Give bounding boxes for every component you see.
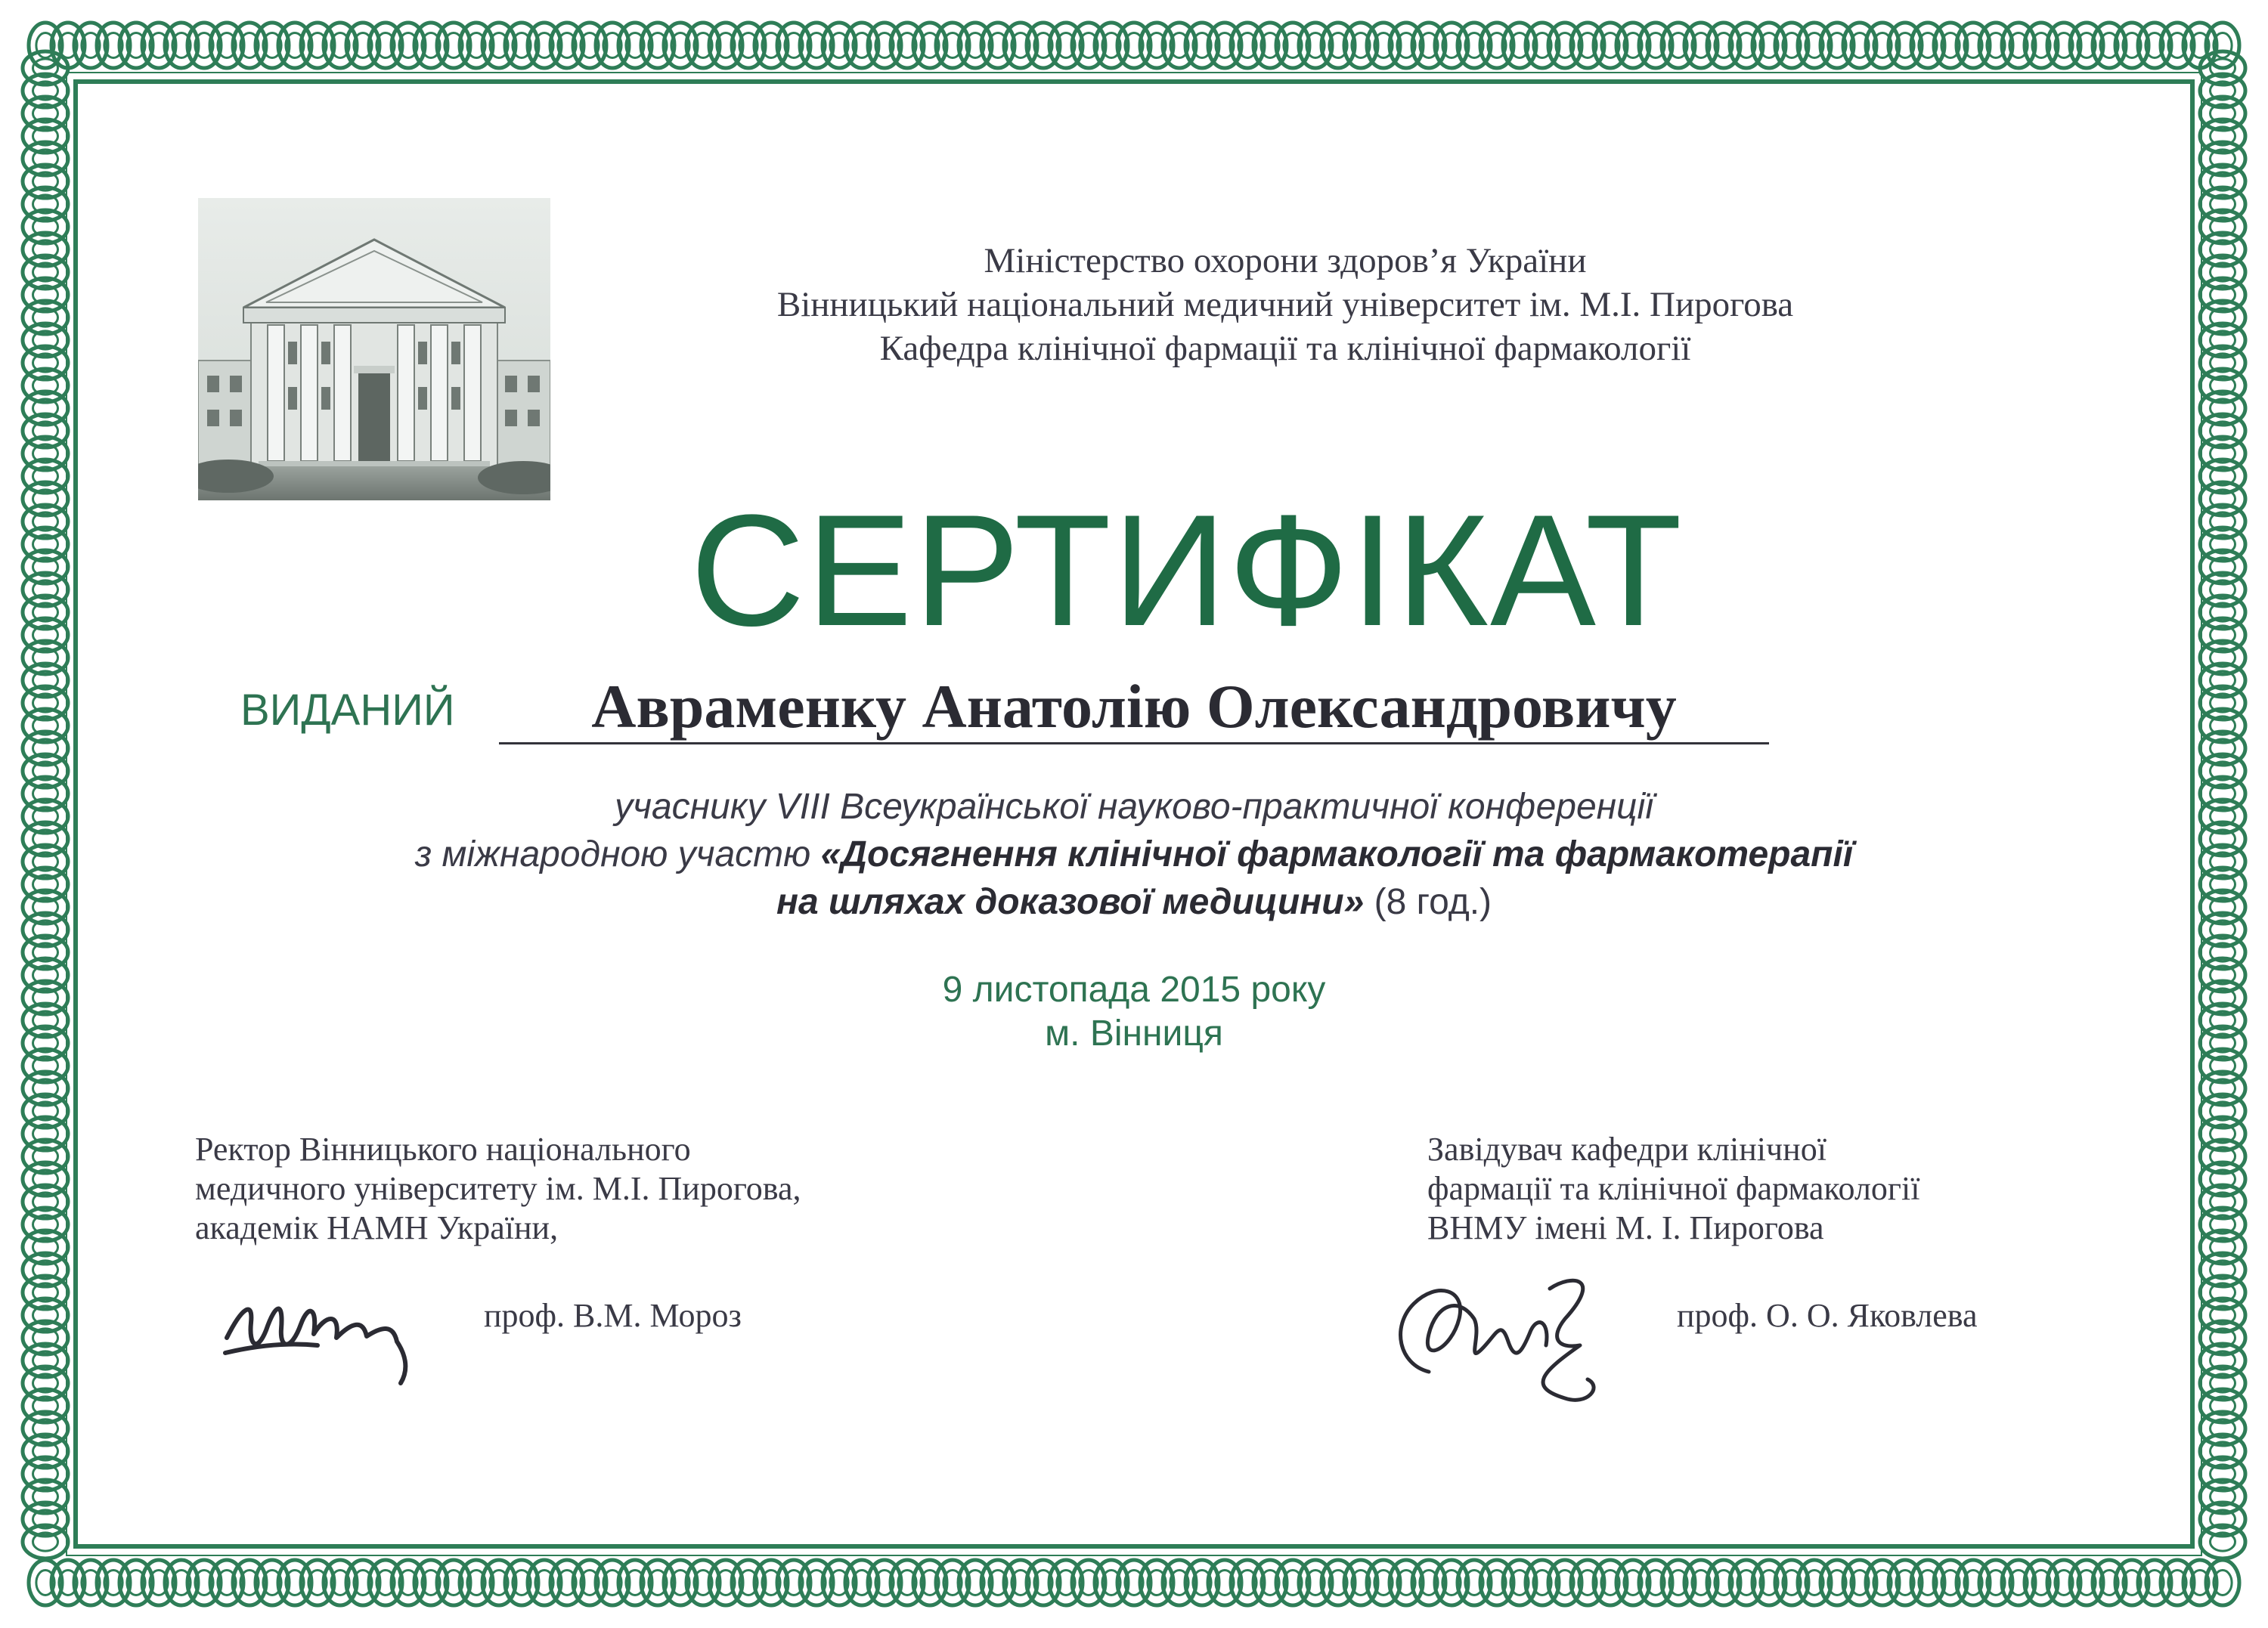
conference-title-part-2: на шляхах доказової медицини» — [776, 882, 1365, 922]
rector-signature — [212, 1270, 484, 1391]
event-date: 9 листопада 2015 року — [942, 970, 1326, 1010]
recipient-name: Авраменку Анатолію Олександровичу — [591, 672, 1677, 741]
rector-title-line-1: Ректор Вінницького національного — [195, 1131, 691, 1168]
conference-hours: (8 год.) — [1364, 882, 1492, 922]
conference-prefix: з міжнародною участю — [414, 834, 821, 874]
head-title-line-1: Завідувач кафедри клінічної — [1427, 1131, 1826, 1168]
ministry-name: Міністерство охорони здоров’я України — [984, 241, 1587, 280]
university-building-image — [198, 198, 550, 500]
event-city: м. Вінниця — [1045, 1014, 1223, 1054]
head-title-line-3: ВНМУ імені М. І. Пирогова — [1427, 1209, 1824, 1246]
certificate-title: СЕРТИФІКАТ — [690, 481, 1684, 659]
rector-title-line-2: медичного університету ім. М.І. Пирогова, — [195, 1170, 801, 1207]
rector-title-line-3: академік НАМН України, — [195, 1209, 559, 1246]
head-title-line-2: фармації та клінічної фармакології — [1427, 1170, 1920, 1207]
conference-line-1 — [151, 834, 2117, 875]
conference-line-2 — [151, 881, 2117, 923]
head-of-department-signature — [1376, 1258, 1663, 1425]
recipient-underline — [499, 742, 1769, 744]
participation-line: учаснику VIII Всеукраїнської науково-практичної конференції — [615, 787, 1653, 827]
university-name: Вінницький національний медичний університет ім. М.І. Пирогова — [776, 285, 1794, 324]
rector-name: проф. В.М. Мороз — [484, 1297, 742, 1334]
head-of-department-title — [1427, 1130, 1919, 1248]
rector-title — [195, 1130, 801, 1248]
head-of-department-name: проф. О. О. Яковлева — [1677, 1297, 1978, 1334]
department-name: Кафедра клінічної фармації та клінічної фармакології — [879, 329, 1691, 368]
conference-title-part-1: «Досягнення клінічної фармакології та фармакотерапії — [820, 834, 1854, 874]
issued-label: ВИДАНИЙ — [240, 686, 455, 735]
